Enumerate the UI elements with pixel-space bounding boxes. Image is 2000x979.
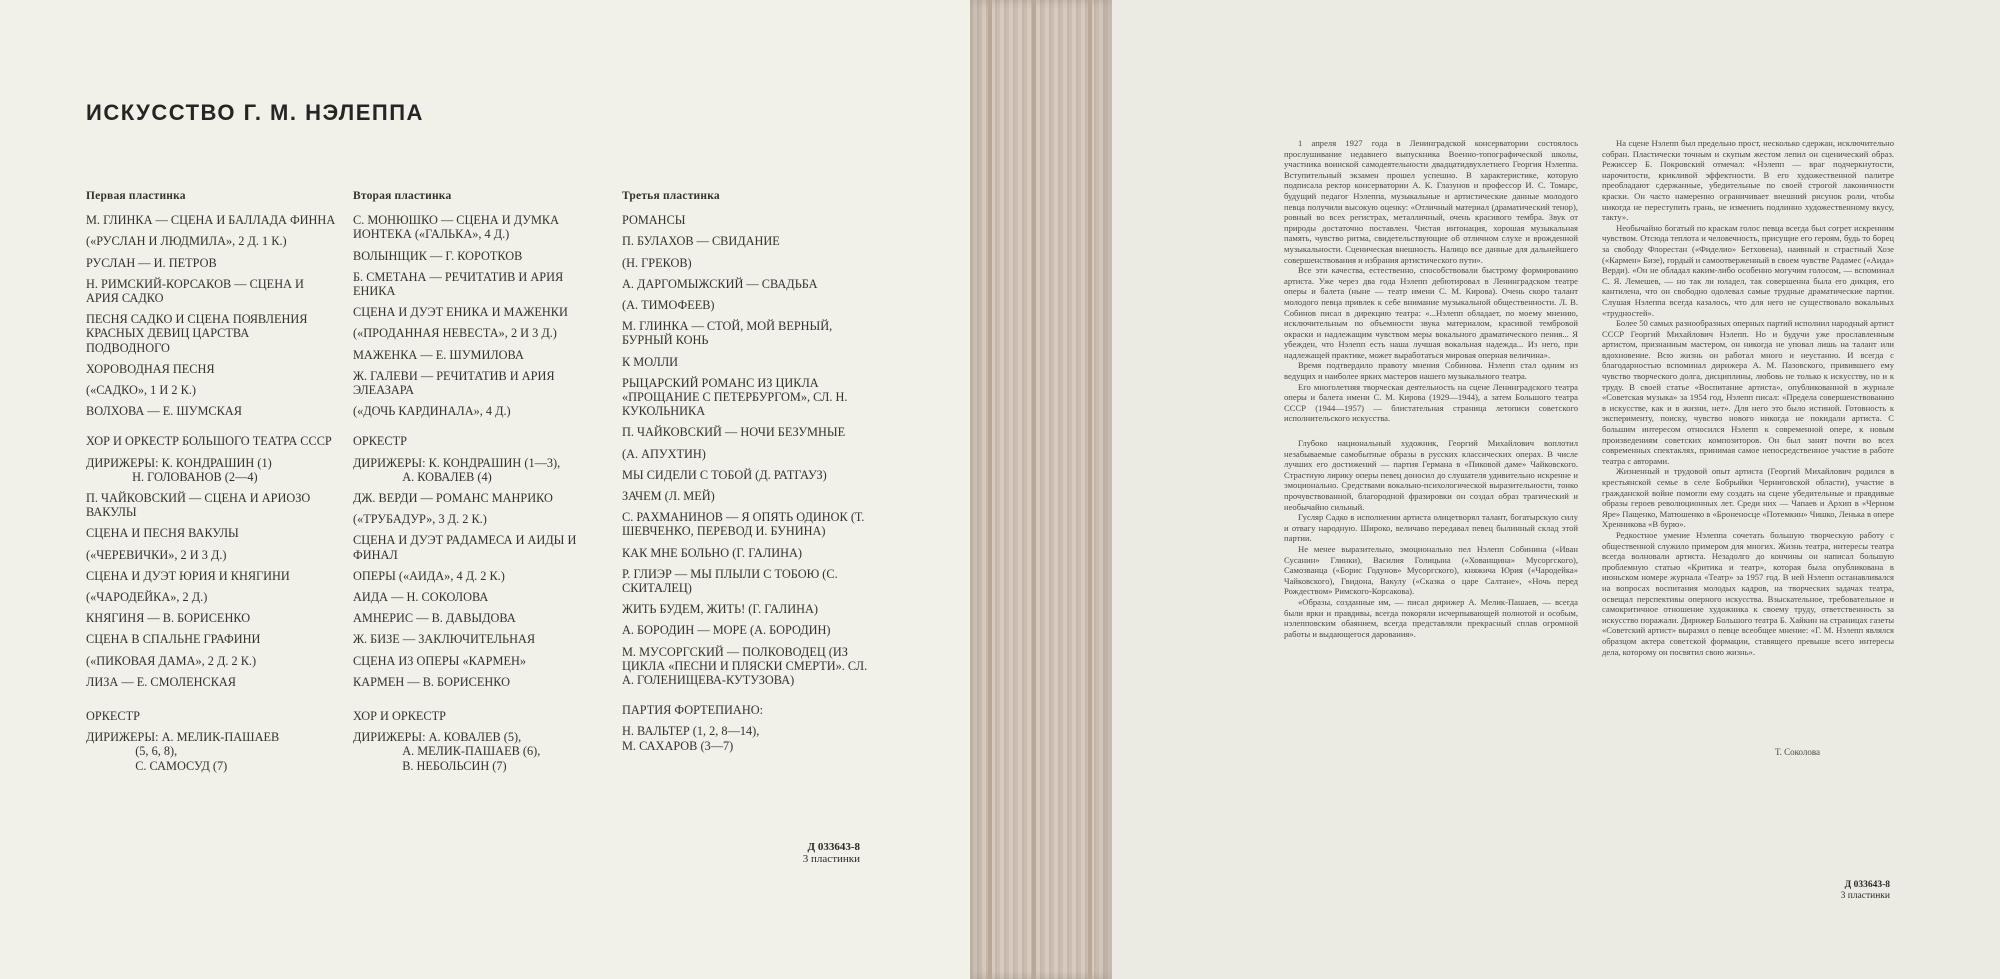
track-item: С. МОНЮШКО — СЦЕНА И ДУМКА ИОНТЕКА («ГАЛЬКА», 4 Д.) — [353, 213, 559, 242]
article-paragraph: Его многолетняя творческая деятельность на сцене Ленинградского театра оперы и балета имени С. М. Кирова (1929—1944), а затем Большого театра СССР (1944—1957) — блистательная страница летописи советского исполнительского искусства. — [1284, 381, 1578, 424]
track-item: РЫЦАРСКИЙ РОМАНС ИЗ ЦИКЛА «ПРОЩАНИЕ С ПЕТЕРБУРГОМ», СЛ. Н. КУКОЛЬНИКА — [622, 375, 848, 419]
track-item: («ЧАРОДЕЙКА», 2 Д.) — [86, 590, 208, 605]
track-item: ДИРИЖЕРЫ: А. МЕЛИК-ПАШАЕВ (5, 6, 8), С. САМОСУД (7) — [86, 730, 280, 773]
track-item: КАК МНЕ БОЛЬНО (Г. ГАЛИНА) — [622, 545, 802, 560]
record-3-header: Третья пластинка — [622, 190, 720, 202]
track-item: («ДОЧЬ КАРДИНАЛА», 4 Д.) — [353, 404, 511, 419]
album-spine — [970, 0, 1112, 979]
track-item: ХОР И ОРКЕСТР — [353, 709, 446, 724]
track-item: Н. ВАЛЬТЕР (1, 2, 8—14), М. САХАРОВ (3—7) — [622, 724, 760, 753]
record-2-tracklist — [353, 189, 603, 780]
article-column-2 — [1602, 138, 1894, 657]
track-item: С. РАХМАНИНОВ — Я ОПЯТЬ ОДИНОК (Т. ШЕВЧЕНКО, ПЕРЕВОД И. БУНИНА) — [622, 510, 865, 539]
article-paragraph: Не менее выразительно, эмоционально пел Нэлепп Собинина («Иван Сусанин» Глинки), Василия Голицына («Хованщина» Мусоргского), Самозванца («Борис Годунов» Мусоргского), княжича Юрия («Чародейка» Чайковского), Гвидона, Вакулу («Сказка о царе Салтане», «Ночь перед Рождеством» Римского-Корсакова). — [1284, 543, 1578, 597]
track-item: АИДА — Н. СОКОЛОВА — [353, 590, 489, 605]
track-item: Б. СМЕТАНА — РЕЧИТАТИВ И АРИЯ ЕНИКА — [353, 269, 564, 299]
track-item: ОРКЕСТР — [86, 709, 140, 724]
track-item: («ТРУБАДУР», 3 Д. 2 К.) — [353, 512, 487, 527]
article-paragraph: Глубоко национальный художник, Георгий Михайлович воплотил незабываемые самобытные образы в русских классических операх. В числе лучших его достижений — партия Германа в «Пиковой даме» Чайковского. Страстную лирику оперы певец доносил до слушателя удивительно искренне и эмоционально. Средствами вокально-психологической выразительности, тонко прочувствованной, благородной фразировки он создал образ трагический и необычайно сильный. — [1284, 438, 1578, 512]
track-item: («ПРОДАННАЯ НЕВЕСТА», 2 И 3 Д.) — [353, 326, 557, 341]
track-item: ДИРИЖЕРЫ: К. КОНДРАШИН (1—3), А. КОВАЛЕВ (4) — [353, 455, 561, 484]
track-item: П. ЧАЙКОВСКИЙ — СЦЕНА И АРИОЗО ВАКУЛЫ — [86, 491, 311, 520]
track-item: МЫ СИДЕЛИ С ТОБОЙ (Д. РАТГАУЗ) — [622, 467, 827, 482]
track-item: К МОЛЛИ — [622, 354, 679, 369]
record-2-header: Вторая пластинка — [353, 190, 452, 202]
article-paragraph: На сцене Нэлепп был предельно прост, несколько сдержан, исключительно собран. Пластически точным и скупым жестом лепил он сценический образ. Режиссер Б. Покровский отмечал: «Нэлепп — враг подчеркнутости, нарочитости, крикливой эффектности. В его художественной палитре преобладают сдержанные, убедительные по своей строгой лаконичности краски. Он часто намеренно ограничивает внешний рисунок роли, чтобы никогда не переступить грань, не изменить подлинно художественному вкусу, такту». — [1602, 138, 1894, 223]
track-item: («САДКО», 1 И 2 К.) — [86, 383, 196, 398]
track-item: СЦЕНА И ДУЭТ ЮРИЯ И КНЯГИНИ — [86, 568, 290, 583]
track-item: М. ГЛИНКА — СТОЙ, МОЙ ВЕРНЫЙ, БУРНЫЙ КОНЬ — [622, 319, 833, 348]
track-item: ЗАЧЕМ (Л. МЕЙ) — [622, 489, 715, 504]
track-item: ПЕСНЯ САДКО И СЦЕНА ПОЯВЛЕНИЯ КРАСНЫХ ДЕВИЦ ЦАРСТВА ПОДВОДНОГО — [86, 312, 308, 355]
track-item: МАЖЕНКА — Е. ШУМИЛОВА — [353, 347, 524, 362]
track-item: ДИРИЖЕРЫ: А. КОВАЛЕВ (5), А. МЕЛИК-ПАШАЕВ (6), В. НЕБОЛЬСИН (7) — [353, 730, 541, 773]
article-paragraph: Все эти качества, естественно, способствовали быстрому формированию артиста. Уже через два года Нэлепп дебютировал в Ленинградском театре оперы и балета (ныне — театр имени С. М. Кирова). Очень скоро талант молодого певца привлек к себе внимание музыкальной общественности. Л. В. Собинов писал в дирекцию театра: «...Нэлепп обладает, по моему мнению, исключительным по объемности звука материалом, красивой тембровой окраски и надлежащим чувством меры вокального драматического пения... Я убежден, что Нэлепп есть наша лучшая вокальная надежда... Из него, при надлежащей практике, может выработаться мировая оперная величина». — [1284, 265, 1578, 360]
track-item: («РУСЛАН И ЛЮДМИЛА», 2 Д. 1 К.) — [86, 234, 287, 249]
track-item: (Н. ГРЕКОВ) — [622, 255, 692, 270]
track-item: А. ДАРГОМЫЖСКИЙ — СВАДЬБА — [622, 276, 818, 291]
track-item: СЦЕНА ИЗ ОПЕРЫ «КАРМЕН» — [353, 653, 526, 668]
track-item: ХОРОВОДНАЯ ПЕСНЯ — [86, 361, 215, 376]
track-item: АМНЕРИС — В. ДАВЫДОВА — [353, 611, 516, 626]
article-paragraph: Необычайно богатый по краскам голос певца всегда был согрет искренним чувством. Отсюда теплота и человечность, присущие его героям, будь то борец за свободу Флорестан («Фиделио» Бетховена), наивный и страстный Хозе («Кармен» Бизе), гордый и самоотверженный в своем чувстве Радамес («Аида» Верди). «Он не обладал каким-либо особенно могучим голосом, — вспоминал С. Я. Лемешев, — но так ли юладел, так совершенна была его дикция, его кантилена, что он свободно одолевал самые трудные драматические партии. Слушая Нэлеппа всегда казалось, что для него не существовало вокальных «трудностей». — [1602, 222, 1894, 318]
track-item: А. БОРОДИН — МОРЕ (А. БОРОДИН) — [622, 623, 831, 638]
track-item: ДЖ. ВЕРДИ — РОМАНС МАНРИКО — [353, 491, 553, 506]
article-paragraph: Редкостное умение Нэлеппа сочетать большую творческую работу с общественной служило примером для многих. Жизнь театра, интересы театра всегда волновали артиста. Незадолго до кончины он написал большую проблемную статью «Критика и театр», которая была опубликована в июньском номере журнала «Театр» за 1957 год. В ней Нэлепп останавливался на вопросах воспитания молодых кадров, на творческих задачах театра, освещал перспективы оперного искусства. Взыскательное, требовательное и самокритичное отношение художника к своему труду, ответственность за искусство поражали. Дирижер Большого театра Б. Хайкин на страницах газеты «Советский артист» выразил о певце всеобщее мнение: «Г. М. Нэлепп являлся образцом актера советской формации, ставящего превыше всего интересы дела, которому он посвятил свою жизнь». — [1602, 529, 1894, 657]
article-column-1 — [1284, 138, 1578, 639]
track-item: М. МУСОРГСКИЙ — ПОЛКОВОДЕЦ (ИЗ ЦИКЛА «ПЕСНИ И ПЛЯСКИ СМЕРТИ». СЛ. А. ГОЛЕНИЩЕВА-КУТУЗОВА) — [622, 644, 868, 688]
track-item: СЦЕНА В СПАЛЬНЕ ГРАФИНИ — [86, 632, 261, 647]
track-item: П. БУЛАХОВ — СВИДАНИЕ — [622, 234, 780, 249]
track-item: Р. ГЛИЭР — МЫ ПЛЫЛИ С ТОБОЮ (С. СКИТАЛЕЦ) — [622, 566, 838, 596]
article-paragraph: Время подтвердило правоту мнения Собинова. Нэлепп стал одним из ведущих и наиболее ярких мастеров нашего музыкального театра. — [1284, 360, 1578, 382]
article-paragraph: Более 50 самых разнообразных оперных партий исполнил народный артист СССР Георгий Михайлович Нэлепп. Но и будучи уже прославленным артистом, признанным мастером, он никогда не уповал лишь на талант или вдохновение. Всю жизнь он работал много и неустанно. И всегда с благодарностью вспоминал дирижера А. М. Пазовского, привившего ему чувство творческого долга, дисциплины, любовь не только к искусству, но и к труду. В своей статье «Воспитание артиста», опубликованной в журнале «Советская музыка» за 1954 год, Нэлепп писал: «Предела совершенствованию в искусстве, как и в жизни, нет». Для него это было истиной. Готовность к эксперименту, поиску, чувство нового никогда не покидали артиста. С большим интересом относился Нэлепп к современной опере, к новым произведениям советских композиторов. Он был занят почти во всех современных спектаклях, принимая самое непосредственное участие в работе театра с авторами. — [1602, 318, 1894, 466]
track-item: РУСЛАН — И. ПЕТРОВ — [86, 255, 217, 270]
track-item: РОМАНСЫ — [622, 213, 686, 228]
track-item: ВОЛЫНЩИК — Г. КОРОТКОВ — [353, 248, 523, 263]
catalog-number-left: Д 033643-8 3 пластинки — [802, 841, 860, 865]
track-item: Ж. БИЗЕ — ЗАКЛЮЧИТЕЛЬНАЯ — [353, 632, 536, 647]
track-item: ЛИЗА — Е. СМОЛЕНСКАЯ — [86, 674, 236, 689]
track-item: КАРМЕН — В. БОРИСЕНКО — [353, 674, 510, 689]
track-item: («ЧЕРЕВИЧКИ», 2 И 3 Д.) — [86, 547, 227, 562]
track-item: М. ГЛИНКА — СЦЕНА И БАЛЛАДА ФИННА — [86, 213, 336, 228]
track-item: ЖИТЬ БУДЕМ, ЖИТЬ! (Г. ГАЛИНА) — [622, 602, 818, 617]
track-item: СЦЕНА И ПЕСНЯ ВАКУЛЫ — [86, 526, 239, 541]
track-item: ХОР И ОРКЕСТР БОЛЬШОГО ТЕАТРА СССР — [86, 434, 332, 449]
track-item: ВОЛХОВА — Е. ШУМСКАЯ — [86, 404, 242, 419]
article-paragraph: Гусляр Садко в исполнении артиста олицетворял талант, богатырскую силу и отвагу народную. Широко, величаво передавал певец былинный склад этой партии. — [1284, 512, 1578, 544]
track-item: ОРКЕСТР — [353, 434, 407, 449]
record-3-tracklist — [622, 189, 872, 760]
article-paragraph: «Образы, созданные им, — писал дирижер А. Мелик-Пашаев, — всегда были ярки и правдивы, всегда покоряли исчерпывающей полнотой и особым, нэлепповским обаянием, всегда представляли прекрасный сплав огромной работы и выдающегося дарования». — [1284, 596, 1578, 639]
track-item: ПАРТИЯ ФОРТЕПИАНО: — [622, 703, 763, 718]
track-item: СЦЕНА И ДУЭТ ЕНИКА И МАЖЕНКИ — [353, 305, 568, 320]
track-item: ДИРИЖЕРЫ: К. КОНДРАШИН (1) Н. ГОЛОВАНОВ (2—4) — [86, 455, 272, 484]
page-title: ИСКУССТВО Г. М. НЭЛЕППА — [86, 100, 424, 125]
track-item: Ж. ГАЛЕВИ — РЕЧИТАТИВ И АРИЯ ЭЛЕАЗАРА — [353, 368, 555, 398]
track-item: («ПИКОВАЯ ДАМА», 2 Д. 2 К.) — [86, 653, 257, 668]
article-author: Т. Соколова — [1775, 747, 1821, 757]
record-1-tracklist — [86, 189, 336, 780]
article-paragraph: Жизненный и трудовой опыт артиста (Георгий Михайлович родился в крестьянской семье в селе Бобрыйки Черниговской области), участие в гражданской войне помогли ему создать на сцене убедительные и правдивые образы героев революционных лет. Среди них — Чапаев и Архип в «Черном Яре» Пащенко, Матюшенко в «Броненосце «Потемкин» Чишко, Ленька в опере Хренникова «В бурю». — [1602, 466, 1895, 530]
track-item: Н. РИМСКИЙ-КОРСАКОВ — СЦЕНА И АРИЯ САДКО — [86, 276, 304, 306]
track-item: ОПЕРЫ («АИДА», 4 Д. 2 К.) — [353, 568, 505, 583]
article-paragraph: 1 апреля 1927 года в Ленинградской консерватории состоялось прослушивание недавнего выпускника Военно-топографической школы, участника воинской самодеятельности двадцатидвухлетнего Георгия Нэлеппа. Вступительный экзамен прошел успешно. В характеристике, которую подписала ректор консерватории А. К. Глазунов и профессор И. С. Томарс, будущий педагог Нэлеппа, музыкальные и артистические данные молодого певца получили высокую оценку: «Отличный материал (драматический тенор), ровный во всех регистрах, металличный, очень красивого тембра. Звук от природы достаточно поставлен. Чистая интонация, хорошая музыкальная память, чувство ритма, свидетельствующие об отличном слухе и врожденной музыкальности. Сценическая внешность. Налицо все данные для дальнейшего совершенствования и избрания артистического пути». — [1284, 138, 1578, 265]
track-item: КНЯГИНЯ — В. БОРИСЕНКО — [86, 611, 251, 626]
track-item: СЦЕНА И ДУЭТ РАДАМЕСА И АИДЫ И ФИНАЛ — [353, 533, 577, 562]
catalog-number-right: Д 033643-8 3 пластинки — [1840, 880, 1890, 901]
track-item: (А. АПУХТИН) — [622, 446, 706, 461]
track-item: (А. ТИМОФЕЕВ) — [622, 298, 715, 313]
record-1-header: Первая пластинка — [86, 190, 186, 202]
track-item: П. ЧАЙКОВСКИЙ — НОЧИ БЕЗУМНЫЕ — [622, 425, 846, 440]
